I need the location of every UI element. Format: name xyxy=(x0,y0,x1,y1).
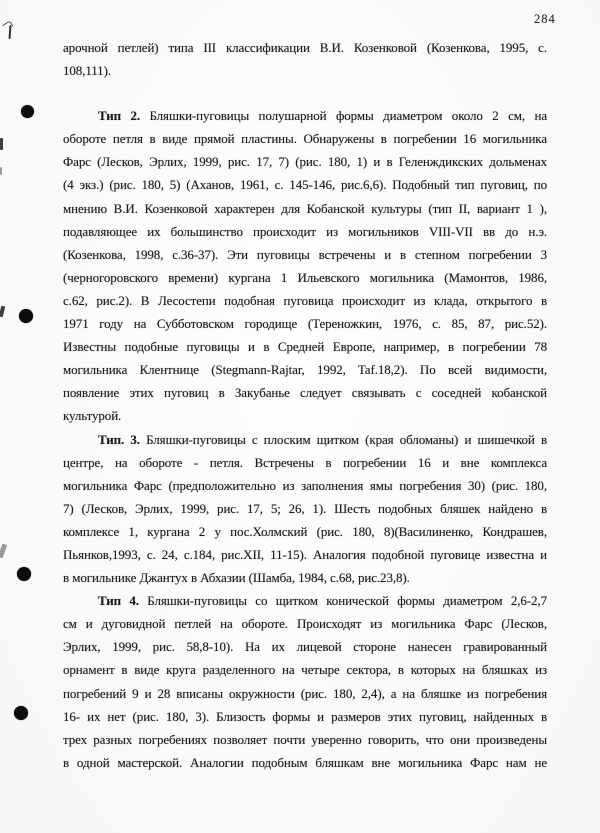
text-line: орнамент в виде круга разделенного на четыре сектора, в которых на бляшках из xyxy=(63,662,547,678)
text-line: (4 экз.) (рис. 180, 5) (Аханов, 1961, с. 145-146, рис.6,6). Подобный тип пуговиц, по xyxy=(63,177,547,193)
margin-dot xyxy=(14,706,28,720)
text-line: 7) (Лесков, Эрлих, 1999, рис. 17, 5; 26, 1). Шесть подобных бляшек найдено в xyxy=(63,500,547,516)
text-line: Эрлих, 1999, рис. 58,8-10). На их лицевой стороне нанесен гравированный xyxy=(63,639,547,655)
text-line: арочной петлей) типа III классификации В.И. Козенковой (Козенкова, 1995, с. xyxy=(63,40,547,55)
type-heading: Тип 2. xyxy=(98,108,141,124)
text-line: с.62, рис.2). В Лесостепи подобная пуговица происходит из клада, открытого в xyxy=(63,292,547,308)
text-line: культурой. xyxy=(63,408,122,424)
text-line: трех разных погребениях позволяет почти уверенно говорить, что они произведены xyxy=(63,731,547,747)
text-line: 1971 году на Субботовском городище (Тереножкин, 1976, с. 85, 87, рис.52). xyxy=(63,316,547,332)
text-line: 108,111). xyxy=(63,63,111,79)
paragraph-type-2 xyxy=(63,104,547,427)
text-line: Фарс (Лесков, Эрлих, 1999, рис. 17, 7) (рис. 180, 1) и в Геленждикских дольменах xyxy=(63,154,547,170)
margin-dot xyxy=(21,105,34,118)
margin-dot xyxy=(19,309,33,323)
margin-scribble xyxy=(3,21,18,42)
paragraph-type-3 xyxy=(63,428,547,590)
text-line: Тип 2. Бляшки-пуговицы полушарной формы диаметром около 2 см, на xyxy=(98,108,547,124)
text-line: комплексе 1, кургана 2 у пос.Холмский (рис. 180, 8)(Василиненко, Кондрашев, xyxy=(63,523,547,539)
margin-tick xyxy=(0,138,3,150)
margin-tick xyxy=(0,306,5,318)
text-line: центре, на обороте - петля. Встречены в погребении 16 и вне комплекса xyxy=(63,454,547,470)
text-line: появление этих пуговиц в Закубанье следует связывать с соседней кобанской xyxy=(63,385,547,401)
text-line: мнению В.И. Козенковой характерен для Кобанской культуры (тип II, вариант 1 ), xyxy=(63,200,547,216)
text-line: 16- их нет (рис. 180, 3). Близость формы и размеров этих пуговиц, найденных в xyxy=(63,708,547,724)
paragraph-type-4 xyxy=(63,589,547,774)
text-line: (Козенкова, 1998, с.36-37). Эти пуговицы встречены и в степном погребении 3 xyxy=(63,246,547,262)
text-block xyxy=(63,36,547,774)
text-line: в одной мастерской. Аналогии подобным бляшкам вне могильника Фарс нам не xyxy=(63,754,547,770)
text-line: см и дуговидной петлей на обороте. Происходят из могильника Фарс (Лесков, xyxy=(63,616,547,632)
margin-dot xyxy=(17,567,31,581)
text-line: Известны подобные пуговицы и в Средней Европе, например, в погребении 78 xyxy=(63,339,547,355)
text-line: Тип. 3. Бляшки-пуговицы с плоским щитком (края обломаны) и шишечкой в xyxy=(98,431,547,447)
text-line: Пьянков,1993, с. 24, с.184, рис.XII, 11-15). Аналогия подобной пуговице известна и xyxy=(63,546,547,562)
text-line: могильника Фарс (предположительно из заполнения ямы погребения 30) (рис. 180, xyxy=(63,477,547,493)
text-line: в могильнике Джантух в Абхазии (Шамба, 1984, с.68, рис.23,8). xyxy=(63,570,410,586)
text-line: подавляющее их большинство происходит из могильников VIII-VII вв до н.э. xyxy=(63,223,547,239)
margin-tick xyxy=(0,167,2,175)
type-heading: Тип. 3. xyxy=(98,431,140,447)
text-line: (черногоровского времени) кургана 1 Ильевского могильника (Мамонтов, 1986, xyxy=(63,269,547,285)
text-line: обороте петля в виде прямой пластины. Обнаружены в погребении 16 могильника xyxy=(63,131,547,147)
page-number: 284 xyxy=(534,12,556,26)
text-line: Тип 4. Бляшки-пуговицы со щитком конической формы диаметром 2,6-2,7 xyxy=(98,593,547,609)
margin-tick xyxy=(0,544,7,559)
type-heading: Тип 4. xyxy=(98,593,139,609)
text-line: могильника Клентнице (Stegmann-Rajtar, 1992, Taf.18,2). По всей видимости, xyxy=(63,362,547,378)
text-line: погребений 9 и 28 вписаны окружности (рис. 180, 2,4), а на бляшке из погребения xyxy=(63,685,547,701)
paragraph-intro-continuation xyxy=(63,36,547,82)
